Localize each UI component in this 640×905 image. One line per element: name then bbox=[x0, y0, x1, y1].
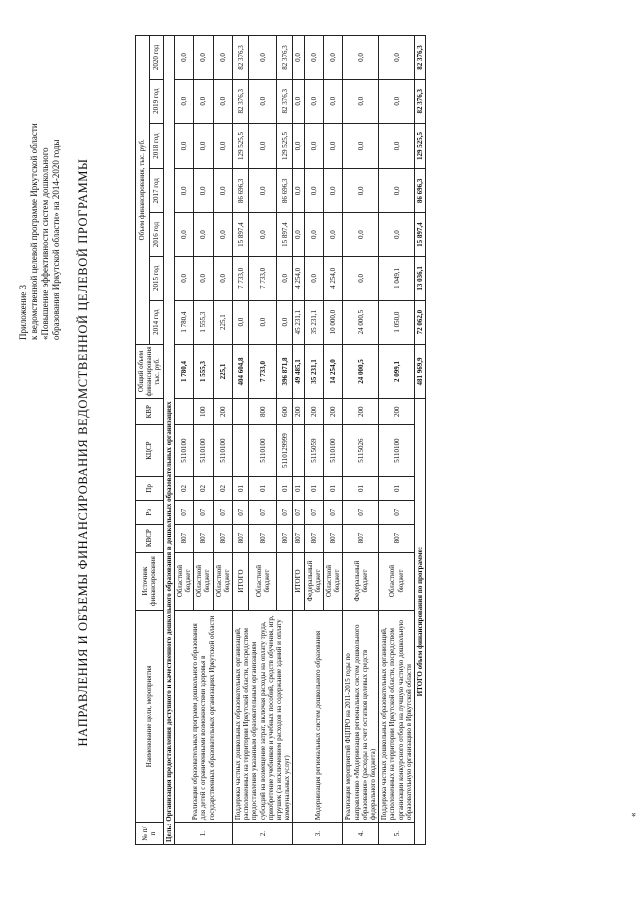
row-year-value: 0,0 bbox=[249, 213, 277, 257]
totals-year-value: 129 525,5 bbox=[415, 123, 426, 169]
row-kcsr bbox=[293, 425, 304, 477]
header-kvr: КВР bbox=[136, 399, 164, 425]
row-rz: 07 bbox=[213, 500, 232, 524]
row-kvsr: 807 bbox=[213, 524, 232, 552]
table-row bbox=[174, 36, 193, 845]
appendix-line: образования Иркутской области» на 2014-2020 годы bbox=[51, 139, 61, 340]
row-pr: 01 bbox=[379, 477, 415, 501]
row-year-value: 0,0 bbox=[304, 169, 323, 213]
header-pr: Пр bbox=[136, 477, 164, 501]
totals-year-value: 15 897,4 bbox=[415, 213, 426, 257]
table-row bbox=[293, 36, 304, 845]
row-kvsr: 807 bbox=[293, 524, 304, 552]
row-year-value: 10 000,0 bbox=[324, 300, 343, 344]
row-rz: 07 bbox=[379, 500, 415, 524]
row-year-value: 35 231,1 bbox=[304, 300, 323, 344]
header-year: 2014 год bbox=[149, 300, 163, 344]
row-kvr: 200 bbox=[324, 399, 343, 425]
row-pr: 01 bbox=[233, 477, 249, 501]
row-kcsr: 5110100 bbox=[324, 425, 343, 477]
header-year: 2019 год bbox=[149, 79, 163, 123]
row-rz: 07 bbox=[233, 500, 249, 524]
row-kcsr: 5115026 bbox=[343, 425, 379, 477]
row-year-value: 0,0 bbox=[249, 300, 277, 344]
row-year-value: 1 555,3 bbox=[194, 300, 213, 344]
row-total: 14 254,0 bbox=[324, 344, 343, 399]
totals-row bbox=[415, 36, 426, 845]
row-year-value: 0,0 bbox=[174, 123, 193, 169]
row-year-value: 0,0 bbox=[304, 213, 323, 257]
row-year-value: 24 000,5 bbox=[343, 300, 379, 344]
row-kvsr: 807 bbox=[379, 524, 415, 552]
row-year-value: 0,0 bbox=[249, 169, 277, 213]
row-year-value: 0,0 bbox=[213, 257, 232, 301]
row-measure-name: Поддержка частных дошкольных образовательных организаций, расположенных на территории Иркутской области, посредством организации конкурсного отбора на лучшую частную дошкольную образовательную организацию в Иркутской области bbox=[379, 610, 415, 823]
row-pr: 02 bbox=[194, 477, 213, 501]
row-year-value: 0,0 bbox=[343, 79, 379, 123]
row-year-value: 0,0 bbox=[174, 169, 193, 213]
appendix-note bbox=[18, 40, 62, 340]
row-number: 1. bbox=[174, 823, 232, 845]
row-kcsr: 5110100 bbox=[213, 425, 232, 477]
margin-mark: « bbox=[628, 812, 638, 817]
row-kvsr: 807 bbox=[277, 524, 293, 552]
header-source: Источник финансирования bbox=[136, 552, 164, 610]
row-kvr: 100 bbox=[194, 399, 213, 425]
totals-year-value: 82 376,3 bbox=[415, 79, 426, 123]
row-year-value: 1 049,1 bbox=[379, 257, 415, 301]
row-year-value: 0,0 bbox=[174, 79, 193, 123]
table-row bbox=[343, 36, 379, 845]
row-kvr: 600 bbox=[277, 399, 293, 425]
row-year-value: 0,0 bbox=[304, 123, 323, 169]
row-pr: 01 bbox=[343, 477, 379, 501]
row-kcsr: 5110100 bbox=[379, 425, 415, 477]
row-year-value: 0,0 bbox=[379, 123, 415, 169]
row-kcsr bbox=[233, 425, 249, 477]
row-pr: 01 bbox=[293, 477, 304, 501]
row-rz: 07 bbox=[249, 500, 277, 524]
row-year-value: 0,0 bbox=[277, 300, 293, 344]
row-year-value: 86 696,3 bbox=[233, 169, 249, 213]
row-source: Федеральный бюджет bbox=[343, 552, 379, 610]
table-body bbox=[163, 36, 426, 845]
row-year-value: 0,0 bbox=[343, 257, 379, 301]
header-rz: Рз bbox=[136, 500, 164, 524]
row-year-value: 0,0 bbox=[379, 213, 415, 257]
row-year-value: 82 376,3 bbox=[233, 36, 249, 80]
row-total: 2 099,1 bbox=[379, 344, 415, 399]
totals-year-value: 13 036,1 bbox=[415, 257, 426, 301]
row-year-value: 0,0 bbox=[379, 36, 415, 80]
row-rz: 07 bbox=[343, 500, 379, 524]
row-source: Областной бюджет bbox=[174, 552, 193, 610]
row-total: 404 604,8 bbox=[233, 344, 249, 399]
row-measure-name: Реализация образовательных программ дошкольного образования для детей с ограниченными возможностями здоровья в государственных образовательных организациях Иркутской области bbox=[174, 610, 232, 823]
row-year-value: 0,0 bbox=[213, 123, 232, 169]
row-pr: 01 bbox=[324, 477, 343, 501]
row-year-value: 0,0 bbox=[343, 213, 379, 257]
row-year-value: 0,0 bbox=[174, 213, 193, 257]
row-kcsr: 5110100 bbox=[249, 425, 277, 477]
row-year-value: 0,0 bbox=[194, 257, 213, 301]
row-year-value: 0,0 bbox=[174, 257, 193, 301]
row-rz: 07 bbox=[293, 500, 304, 524]
row-year-value: 0,0 bbox=[304, 36, 323, 80]
row-kvsr: 807 bbox=[194, 524, 213, 552]
row-year-value: 0,0 bbox=[213, 79, 232, 123]
row-year-value: 0,0 bbox=[249, 36, 277, 80]
row-total: 1 555,3 bbox=[194, 344, 213, 399]
header-num: № п/п bbox=[136, 823, 164, 845]
row-year-value: 0,0 bbox=[174, 36, 193, 80]
row-source: Областной бюджет bbox=[194, 552, 213, 610]
row-kvr: 200 bbox=[379, 399, 415, 425]
row-year-value: 82 376,3 bbox=[277, 79, 293, 123]
row-year-value: 45 231,1 bbox=[293, 300, 304, 344]
row-kvsr: 807 bbox=[233, 524, 249, 552]
table-row bbox=[379, 36, 415, 845]
row-year-value: 225,1 bbox=[213, 300, 232, 344]
row-year-value: 4 254,0 bbox=[293, 257, 304, 301]
row-year-value: 0,0 bbox=[293, 123, 304, 169]
header-year: 2018 год bbox=[149, 123, 163, 169]
totals-label: ИТОГО объем финансирования по программе: bbox=[415, 399, 426, 845]
row-rz: 07 bbox=[304, 500, 323, 524]
totals-year-value: 82 376,3 bbox=[415, 36, 426, 80]
row-source: Областной бюджет bbox=[379, 552, 415, 610]
header-volume: Объем финансирования, тыс. руб. bbox=[136, 36, 150, 345]
row-source: Областной бюджет bbox=[324, 552, 343, 610]
header-kcsr: КЦСР bbox=[136, 425, 164, 477]
row-year-value: 0,0 bbox=[379, 169, 415, 213]
row-total: 225,1 bbox=[213, 344, 232, 399]
row-number: 4. bbox=[343, 823, 379, 845]
row-year-value: 0,0 bbox=[277, 257, 293, 301]
header-year: 2016 год bbox=[149, 213, 163, 257]
row-rz: 07 bbox=[324, 500, 343, 524]
row-year-value: 0,0 bbox=[293, 79, 304, 123]
document-title: НАПРАВЛЕНИЯ И ОБЪЕМЫ ФИНАНСИРОВАНИЯ ВЕДОМСТВЕННОЙ ЦЕЛЕВОЙ ПРОГРАММЫ bbox=[76, 158, 90, 747]
row-year-value: 0,0 bbox=[249, 123, 277, 169]
header-kvsr: КВСР bbox=[136, 524, 164, 552]
totals-year-value: 72 062,0 bbox=[415, 300, 426, 344]
row-total: 7 733,0 bbox=[249, 344, 277, 399]
row-kcsr: 5110129999 bbox=[277, 425, 293, 477]
row-number: 5. bbox=[379, 823, 415, 845]
row-year-value: 0,0 bbox=[343, 169, 379, 213]
row-year-value: 15 897,4 bbox=[277, 213, 293, 257]
row-year-value: 0,0 bbox=[233, 300, 249, 344]
row-year-value: 0,0 bbox=[194, 169, 213, 213]
row-year-value: 0,0 bbox=[324, 123, 343, 169]
row-year-value: 0,0 bbox=[213, 36, 232, 80]
row-kvsr: 807 bbox=[249, 524, 277, 552]
row-source: ИТОГО bbox=[233, 552, 249, 610]
header-year: 2017 год bbox=[149, 169, 163, 213]
row-kvsr: 807 bbox=[304, 524, 323, 552]
row-pr: 01 bbox=[249, 477, 277, 501]
row-year-value: 0,0 bbox=[304, 257, 323, 301]
row-pr: 02 bbox=[213, 477, 232, 501]
row-year-value: 0,0 bbox=[379, 79, 415, 123]
row-kcsr: 5115059 bbox=[304, 425, 323, 477]
row-year-value: 86 696,3 bbox=[277, 169, 293, 213]
row-year-value: 82 376,3 bbox=[277, 36, 293, 80]
row-rz: 07 bbox=[174, 500, 193, 524]
row-year-value: 0,0 bbox=[194, 123, 213, 169]
row-year-value: 0,0 bbox=[293, 36, 304, 80]
appendix-line: «Повышение эффективности систем дошкольного bbox=[40, 147, 50, 340]
row-year-value: 7 733,0 bbox=[249, 257, 277, 301]
row-kvr: 200 bbox=[293, 399, 304, 425]
row-year-value: 0,0 bbox=[194, 79, 213, 123]
row-kvr: 200 bbox=[343, 399, 379, 425]
row-year-value: 0,0 bbox=[213, 213, 232, 257]
header-year: 2020 год bbox=[149, 36, 163, 80]
row-source: ИТОГО bbox=[293, 552, 304, 610]
row-year-value: 0,0 bbox=[194, 36, 213, 80]
row-year-value: 0,0 bbox=[324, 213, 343, 257]
row-year-value: 0,0 bbox=[324, 169, 343, 213]
row-number: 2. bbox=[233, 823, 293, 845]
appendix-line: к ведомственной целевой программе Иркутской области bbox=[29, 123, 39, 340]
row-year-value: 0,0 bbox=[343, 123, 379, 169]
row-source bbox=[277, 552, 293, 610]
row-year-value: 0,0 bbox=[324, 36, 343, 80]
row-year-value: 4 254,0 bbox=[324, 257, 343, 301]
row-total: 24 000,5 bbox=[343, 344, 379, 399]
row-year-value: 1 050,0 bbox=[379, 300, 415, 344]
row-total: 1 780,4 bbox=[174, 344, 193, 399]
totals-total: 481 969,9 bbox=[415, 344, 426, 399]
row-kcsr: 5110100 bbox=[174, 425, 193, 477]
row-year-value: 82 376,3 bbox=[233, 79, 249, 123]
goal-row: Цель: Организация предоставления доступного и качественного дошкольного образования в дошкольных образовательных организациях bbox=[163, 36, 174, 845]
row-rz: 07 bbox=[194, 500, 213, 524]
row-measure-name: Реализация мероприятий ФЦПРО на 2011-2015 годы по направлению «Модернизация региональных систем дошкольного образования» (расходы на счет остатков целевых средств федерального бюджета) bbox=[343, 610, 379, 823]
row-source: Областной бюджет bbox=[213, 552, 232, 610]
row-total: 396 871,8 bbox=[277, 344, 293, 399]
row-kvr: 800 bbox=[249, 399, 277, 425]
row-measure-name: Модернизация региональных систем дошкольного образования bbox=[293, 610, 343, 823]
row-source: Федеральный бюджет bbox=[304, 552, 323, 610]
row-year-value: 0,0 bbox=[293, 213, 304, 257]
row-kvsr: 807 bbox=[343, 524, 379, 552]
financing-table bbox=[135, 35, 426, 845]
row-pr: 02 bbox=[174, 477, 193, 501]
row-pr: 01 bbox=[277, 477, 293, 501]
row-kvr: 200 bbox=[213, 399, 232, 425]
row-number: 3. bbox=[293, 823, 343, 845]
appendix-line: Приложение 3 bbox=[18, 284, 28, 340]
row-total: 35 231,1 bbox=[304, 344, 323, 399]
row-year-value: 1 780,4 bbox=[174, 300, 193, 344]
row-year-value: 0,0 bbox=[213, 169, 232, 213]
row-kvsr: 807 bbox=[174, 524, 193, 552]
header-year: 2015 год bbox=[149, 257, 163, 301]
header-total: Общий объем финансирования тыс. руб. bbox=[136, 344, 164, 399]
header-name: Наименование цели, мероприятия bbox=[136, 610, 164, 823]
row-kcsr: 5110100 bbox=[194, 425, 213, 477]
row-pr: 01 bbox=[304, 477, 323, 501]
row-year-value: 129 525,5 bbox=[233, 123, 249, 169]
row-year-value: 15 897,4 bbox=[233, 213, 249, 257]
row-kvsr: 807 bbox=[324, 524, 343, 552]
row-kvr: 200 bbox=[304, 399, 323, 425]
row-measure-name: Поддержка частных дошкольных образовательных организаций, расположенных на территории Иркутской области, посредством предоставления указанным образовательным организациям субсидий на возмещение затрат, включая расходы на оплату труда, приобретение учебников и учебных пособий, средств обучения, игр, игрушек (за исключением расходов на содержание зданий и оплату коммунальных услуг) bbox=[233, 610, 293, 823]
row-year-value: 0,0 bbox=[249, 79, 277, 123]
row-year-value: 129 525,5 bbox=[277, 123, 293, 169]
totals-year-value: 86 696,3 bbox=[415, 169, 426, 213]
table-row bbox=[233, 36, 249, 845]
row-year-value: 0,0 bbox=[304, 79, 323, 123]
row-source: Областной бюджет bbox=[249, 552, 277, 610]
row-year-value: 0,0 bbox=[194, 213, 213, 257]
row-kvr bbox=[174, 399, 193, 425]
row-total: 49 485,1 bbox=[293, 344, 304, 399]
row-year-value: 7 733,0 bbox=[233, 257, 249, 301]
row-kvr bbox=[233, 399, 249, 425]
row-year-value: 0,0 bbox=[343, 36, 379, 80]
row-year-value: 0,0 bbox=[324, 79, 343, 123]
row-rz: 07 bbox=[277, 500, 293, 524]
row-year-value: 0,0 bbox=[293, 169, 304, 213]
